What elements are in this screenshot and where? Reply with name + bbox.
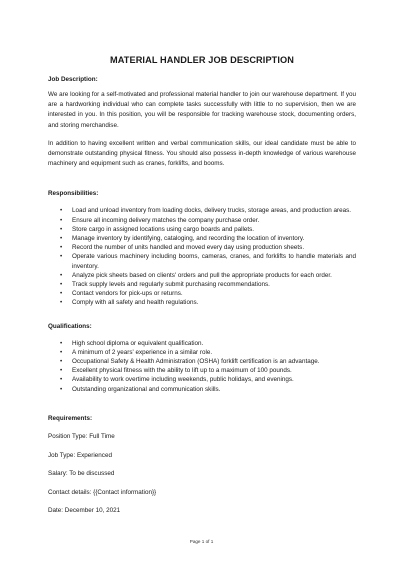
bullet-icon: • — [60, 225, 63, 233]
job-description-heading: Job Description: — [48, 76, 98, 83]
list-item: • Outstanding organizational and communication skills. — [60, 385, 221, 393]
requirement-position-type: Position Type: Full Time — [48, 433, 115, 441]
bullet-icon: • — [60, 290, 63, 298]
bullet-icon: • — [60, 358, 63, 366]
list-item: • Record the number of units handled and moved every day using production sheets. — [60, 244, 305, 252]
requirement-job-type: Job Type: Experienced — [48, 451, 112, 459]
bullet-icon: • — [60, 235, 63, 243]
list-item: • Manage inventory by identifying, cataloging, and recording the location of inventory. — [60, 235, 305, 243]
list-item: • Availability to work overtime including weekends, public holidays, and evenings. — [60, 376, 294, 384]
qualifications-heading: Qualifications: — [48, 322, 92, 330]
bullet-icon: • — [60, 244, 63, 252]
bullet-icon: • — [60, 271, 63, 279]
list-item: • Store cargo in assigned locations using cargo boards and pallets. — [60, 225, 255, 233]
page-number-footer: Page 1 of 1 — [189, 539, 214, 544]
bullet-icon: • — [60, 348, 63, 356]
list-item: • Comply with all safety and health regulations. — [60, 299, 199, 307]
list-item: • Load and unload inventory from loading docks, delivery trucks, storage areas, and production areas. — [60, 207, 351, 215]
bullet-icon: • — [60, 376, 63, 384]
requirements-heading: Requirements: — [48, 414, 93, 422]
requirement-salary: Salary: To be discussed — [48, 470, 115, 478]
requirement-contact-details: Contact details: {{Contact information}} — [48, 488, 157, 496]
list-item: • High school diploma or equivalent qualification. — [60, 339, 204, 347]
bullet-icon: • — [60, 299, 63, 307]
responsibilities-heading: Responsibilities: — [48, 190, 99, 198]
document-page — [48, 54, 356, 515]
bullet-icon: • — [60, 367, 63, 375]
list-item: • A minimum of 2 years' experience in a similar role. — [60, 348, 213, 356]
bullet-icon: • — [60, 253, 63, 261]
qualifications-list — [48, 339, 356, 394]
list-item: • Analyze pick sheets based on clients' orders and pull the appropriate products for each order. — [60, 271, 332, 279]
job-description-paragraph-1: We are looking for a self-motivated and professional material handler to join our warehouse department. If you are a hardworking individual who can complete tasks successfully with little to no supervision, then we are interested in you. In this position, you will be responsible for tracking warehouse stock, documenting orders, and storing merchandise. — [48, 91, 356, 129]
job-description-paragraph-2: In addition to having excellent written and verbal communication skills, our ideal candidate must be able to demonstrate outstanding physical fitness. You should also possess in-depth knowledge of various warehouse machinery and equipment such as cranes, forklifts, and booms. — [48, 139, 356, 168]
page-title: MATERIAL HANDLER JOB DESCRIPTION — [109, 55, 295, 65]
list-item: • Occupational Safety & Health Administration (OSHA) forklift certification is an advantage. — [60, 358, 320, 366]
bullet-icon: • — [60, 339, 63, 347]
list-item: • Operate various machinery including booms, cameras, cranes, and forklifts to handle materials and inventory. — [60, 253, 356, 270]
list-item: • Ensure all incoming delivery matches the company purchase order. — [60, 216, 260, 224]
bullet-icon: • — [60, 281, 63, 289]
list-item: • Excellent physical fitness with the ability to lift up to a maximum of 100 pounds. — [60, 367, 292, 375]
bullet-icon: • — [60, 216, 63, 224]
bullet-icon: • — [60, 385, 63, 393]
bullet-icon: • — [60, 207, 63, 215]
list-item: • Contact vendors for pick-ups or returns. — [60, 290, 183, 298]
responsibilities-list — [48, 206, 356, 307]
list-item: • Track supply levels and regularly submit purchasing recommendations. — [60, 281, 270, 289]
requirement-date: Date: December 10, 2021 — [48, 507, 121, 515]
